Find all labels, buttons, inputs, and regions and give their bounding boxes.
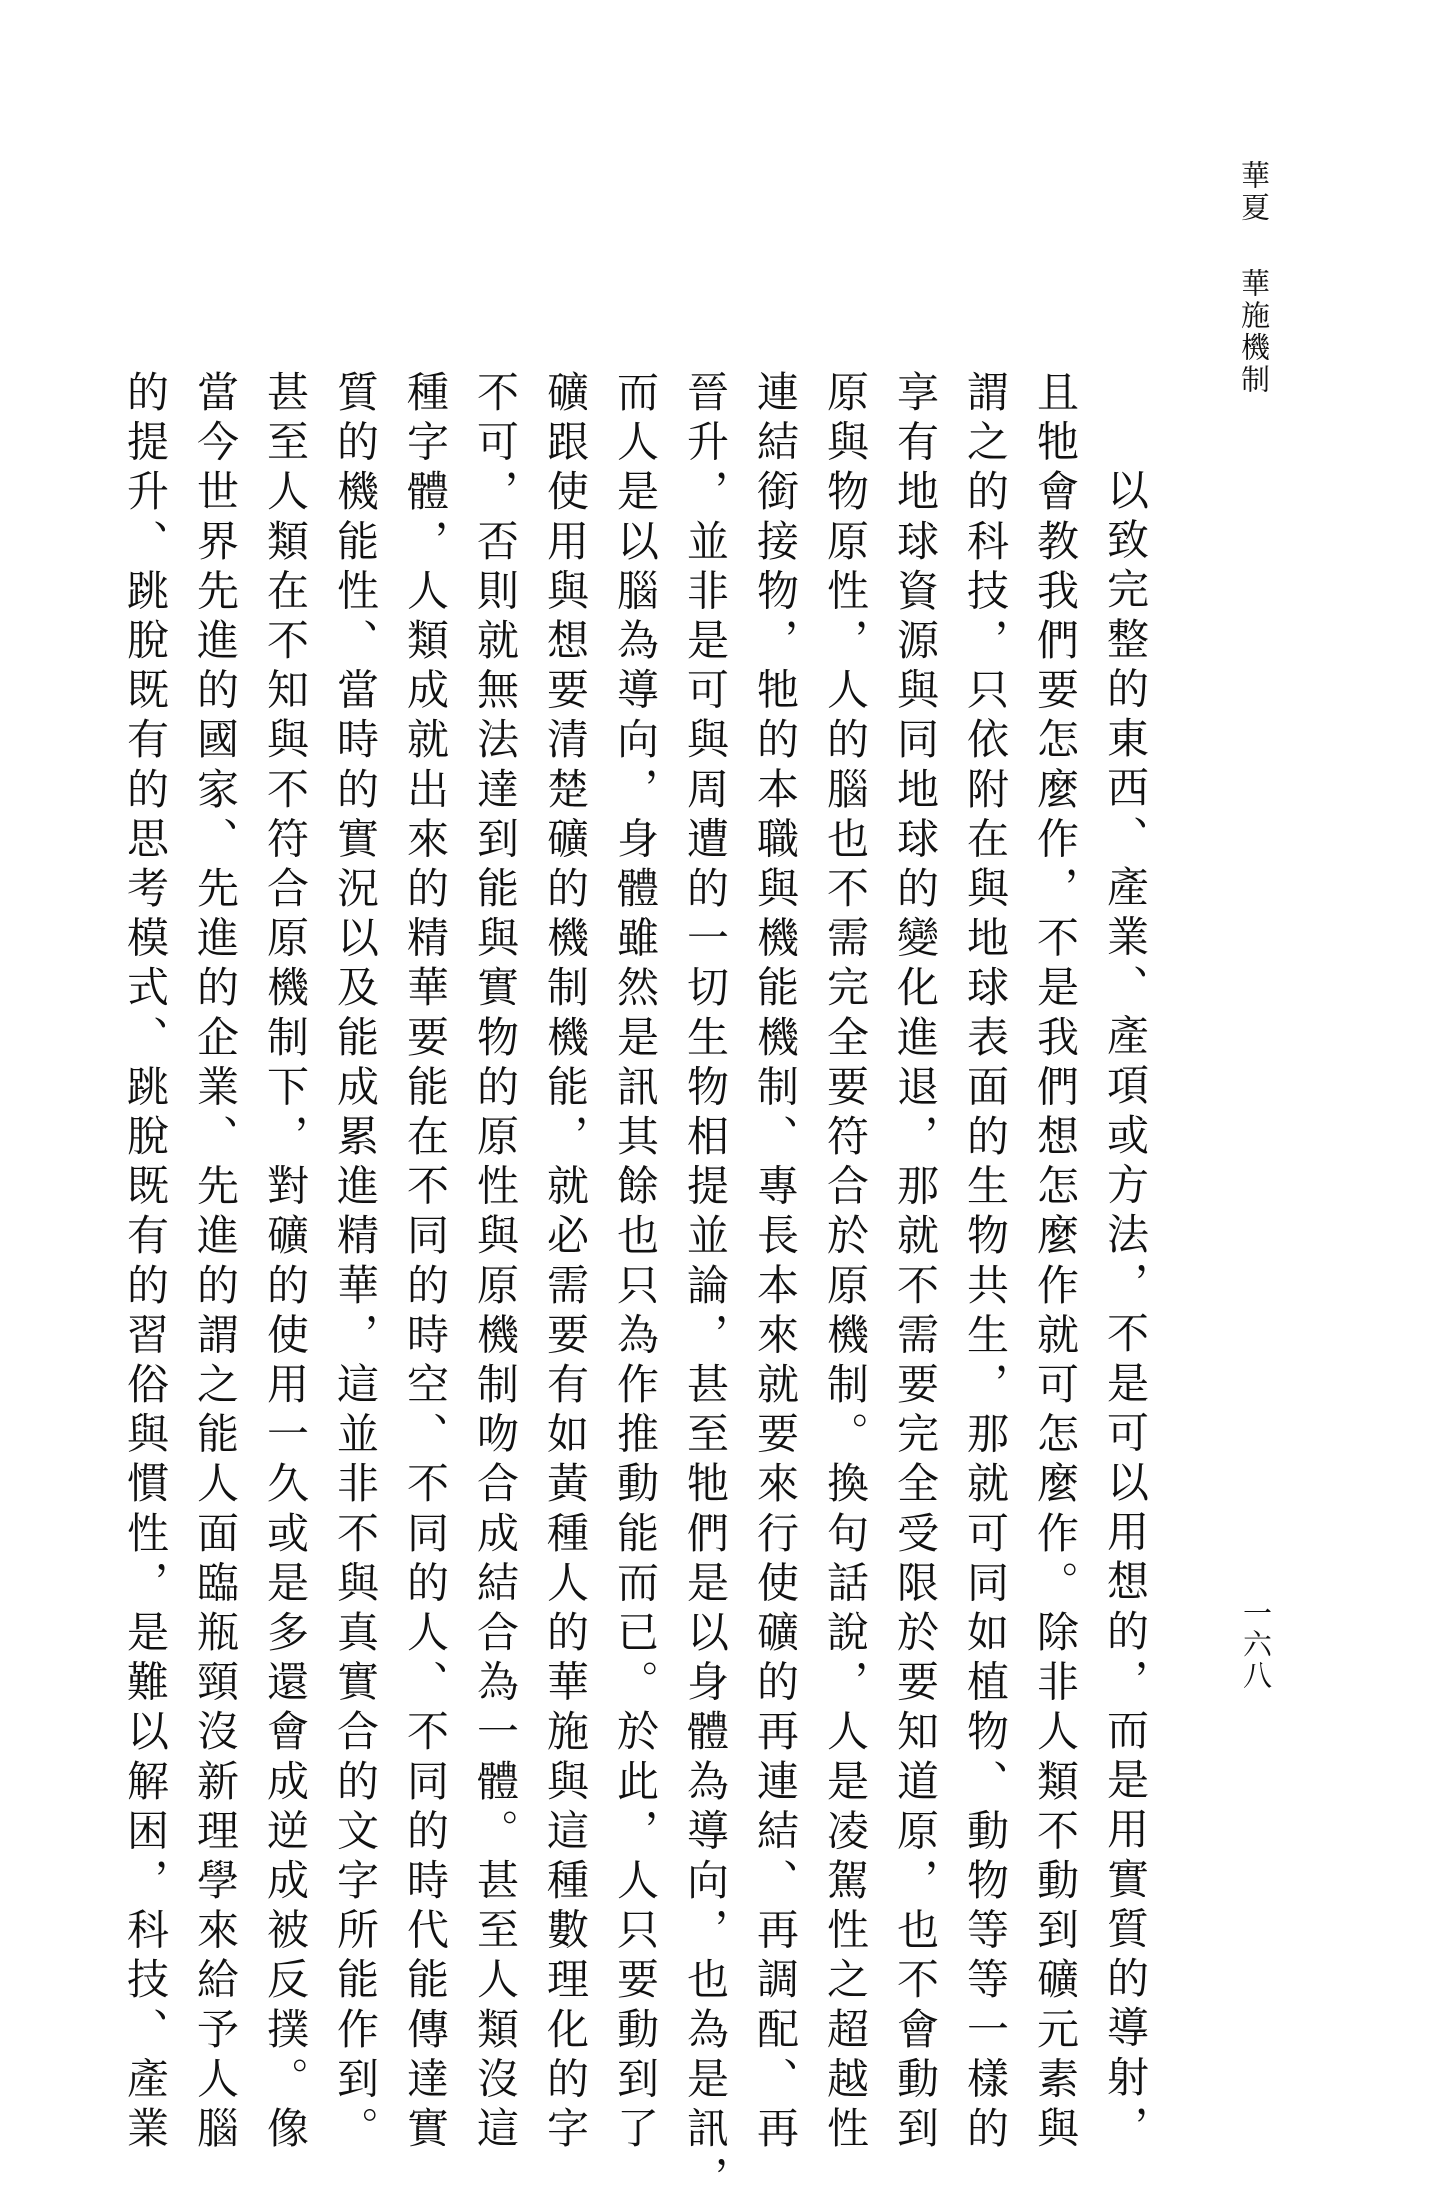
- text-line-6: 連結銜接物，牠的本職與機能機制、專長本來就要來行使礦的再連結、再調配、再: [751, 370, 800, 2156]
- text-line-2: 且牠會教我們要怎麼作，不是我們想怎麼作就可怎麼作。除非人類不動到礦元素與: [1031, 370, 1080, 2156]
- running-header: [1234, 160, 1274, 396]
- text-line-15: 的提升、跳脫既有的思考模式、跳脫既有的習俗與慣性，是難以解困，科技、產業: [121, 370, 170, 2156]
- text-line-8: 而人是以腦為導向，身體雖然是訊其餘也只為作推動能而已。於此，人只要動到了: [611, 370, 660, 2156]
- text-line-11: 種字體，人類成就出來的精華要能在不同的時空、不同的人、不同的時代能傳達實: [401, 370, 450, 2156]
- body-text: [110, 370, 1160, 2205]
- text-line-13: 甚至人類在不知與不符合原機制下，對礦的使用一久或是多還會成逆成被反撲。像: [261, 370, 310, 2156]
- text-line-3: 謂之的科技，只依附在與地球表面的生物共生，那就可同如植物、動物等等一樣的: [961, 370, 1010, 2156]
- text-line-4: 享有地球資源與同地球的變化進退，那就不需要完全受限於要知道原，也不會動到: [891, 370, 940, 2156]
- book-title: 華夏: [1237, 160, 1271, 224]
- text-line-10: 不可，否則就無法達到能與實物的原性與原機制吻合成結合為一體。甚至人類沒這: [471, 370, 520, 2156]
- text-line-7: 晉升，並非是可與周遭的一切生物相提並論，甚至牠們是以身體為導向，也為是訊，: [681, 370, 730, 2205]
- text-line-1: 以致完整的東西、產業、產項或方法，不是可以用想的，而是用實質的導射，: [1101, 468, 1150, 2155]
- text-line-5: 原與物原性，人的腦也不需完全要符合於原機制。換句話說，人是凌駕性之超越性: [821, 370, 870, 2156]
- text-line-9: 礦跟使用與想要清楚礦的機制機能，就必需要有如黃種人的華施與這種數理化的字: [541, 370, 590, 2156]
- text-line-14: 當今世界先進的國家、先進的企業、先進的謂之能人面臨瓶頸沒新理學來給予人腦: [191, 370, 240, 2156]
- page-number: 一六八: [1239, 1598, 1273, 1691]
- section-title: 華施機制: [1237, 268, 1271, 396]
- text-line-12: 質的機能性、當時的實況以及能成累進精華，這並非不與真實合的文字所能作到。: [331, 370, 380, 2156]
